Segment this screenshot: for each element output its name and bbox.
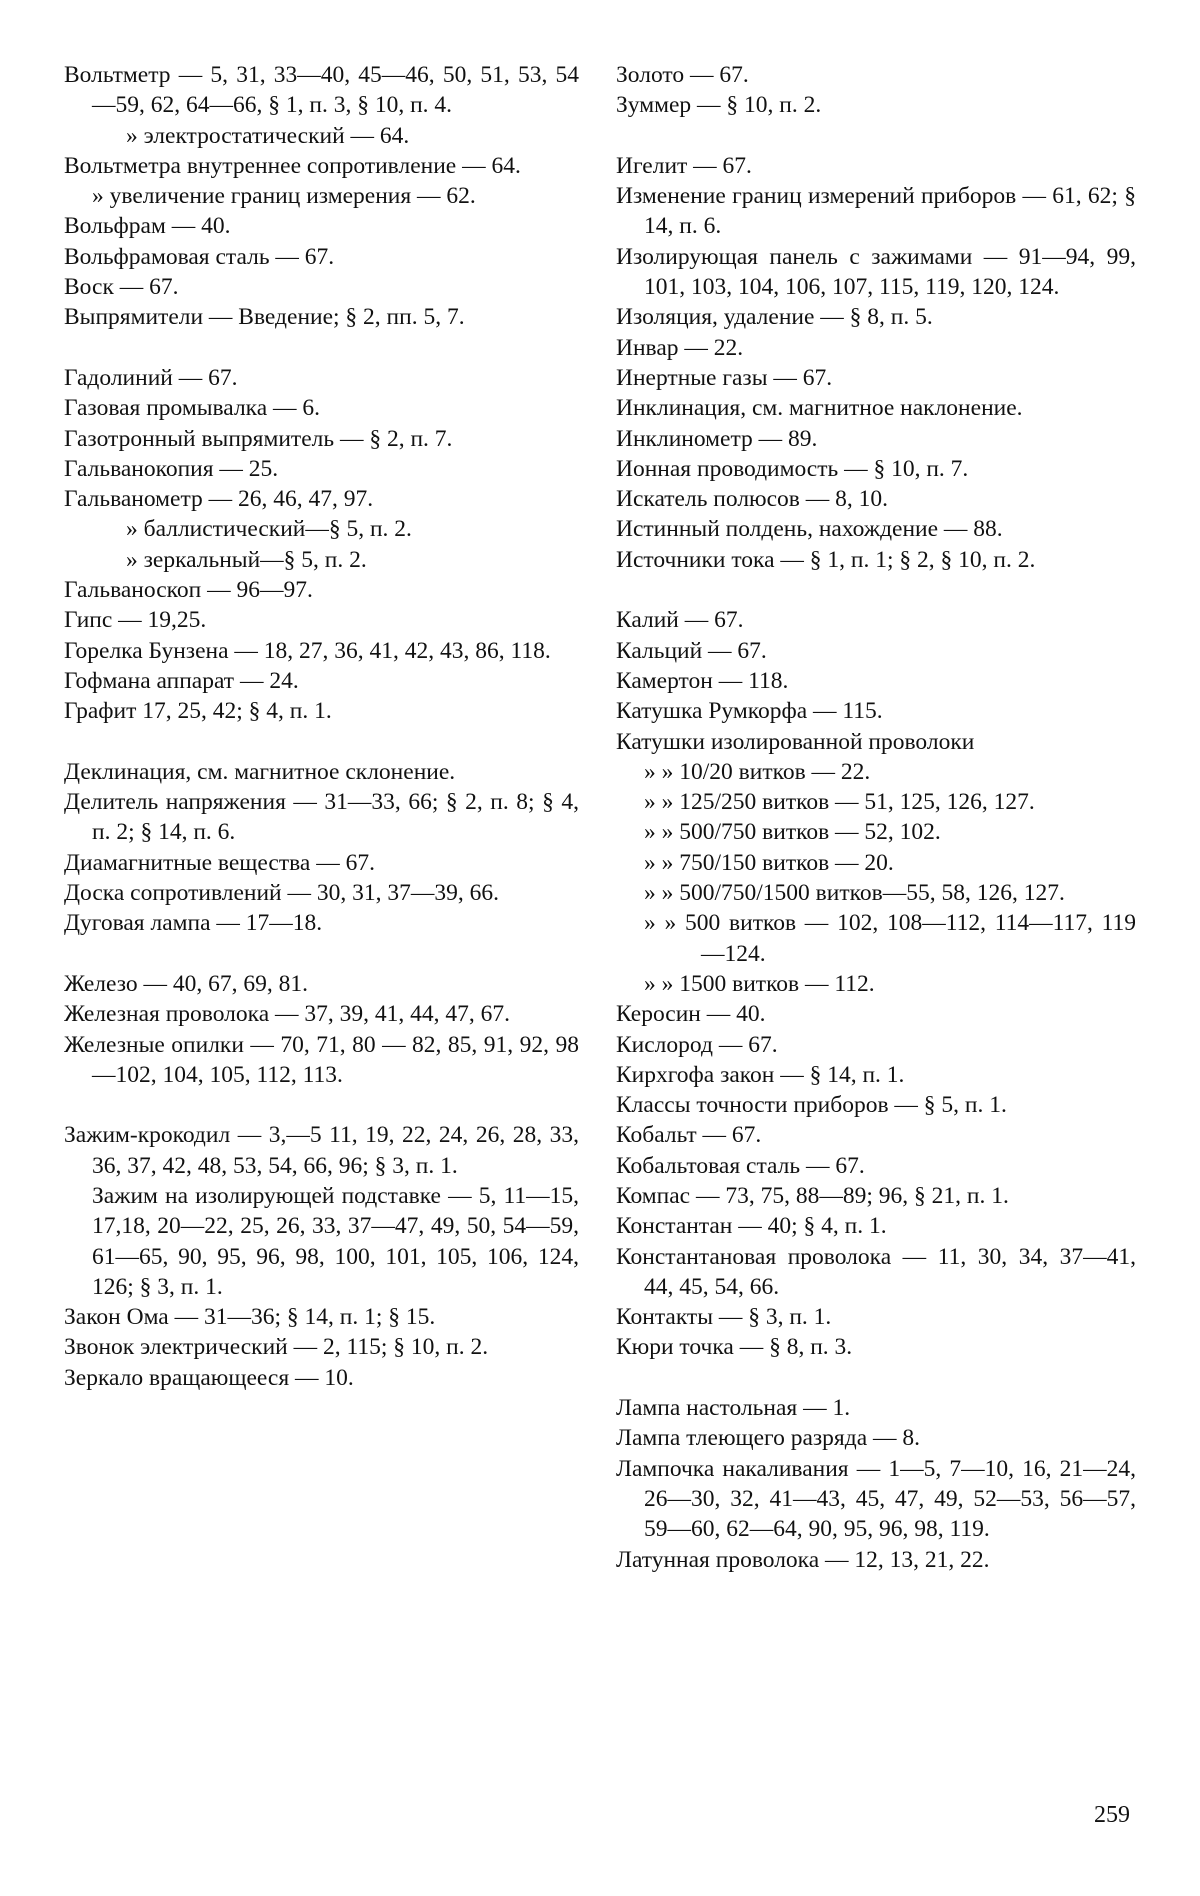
index-entry: » зеркальный—§ 5, п. 2. (126, 546, 367, 573)
index-entry: Гальванокопия — 25. (64, 455, 279, 482)
index-entry: Контакты — § 3, п. 1. (616, 1304, 832, 1331)
index-entry: Изолирующая панель с зажимами — 91—94, 99, 101, 103, 104, 106, 107, 115, 119, 120, 124. (616, 243, 1136, 301)
index-entry: » » 500/750/1500 витков—55, 58, 126, 127. (644, 880, 1065, 907)
index-entry: Железо — 40, 67, 69, 81. (64, 970, 309, 997)
index-entry: Искатель полюсов — 8, 10. (616, 486, 889, 513)
index-entry: Игелит — 67. (616, 152, 752, 179)
index-entry: Закон Ома — 31—36; § 14, п. 1; § 15. (64, 1304, 436, 1331)
index-entry: Гадолиний — 67. (64, 364, 238, 391)
index-entry: Инклинометр — 89. (616, 425, 818, 452)
index-entry: Гальванометр — 26, 46, 47, 97. (64, 486, 374, 513)
index-entry: Катушка Румкорфа — 115. (616, 698, 883, 725)
index-entry: Вольфрам — 40. (64, 213, 231, 240)
index-entry: Звонок электрический — 2, 115; § 10, п. 2. (64, 1334, 489, 1361)
section-gap (616, 1363, 1136, 1393)
index-entry: Катушки изолированной проволоки (616, 728, 975, 755)
index-entry: Дуговая лампа — 17—18. (64, 910, 323, 937)
index-entry: Ионная проводимость — § 10, п. 7. (616, 455, 969, 482)
index-entry: Кобальтовая сталь — 67. (616, 1152, 865, 1179)
index-entry: Изоляция, удаление — § 8, п. 5. (616, 304, 933, 331)
index-entry: Железная проволока — 37, 39, 41, 44, 47, 67. (64, 1001, 511, 1028)
index-entry: Диамагнитные вещества — 67. (64, 849, 375, 876)
index-entry: Кюри точка — § 8, п. 3. (616, 1334, 853, 1361)
index-entry: Железные опилки — 70, 71, 80 — 82, 85, 91, 92, 98—102, 104, 105, 112, 113. (64, 1031, 579, 1088)
index-entry: Компас — 73, 75, 88—89; 96, § 21, п. 1. (616, 1182, 1009, 1209)
index-entry: » » 125/250 витков — 51, 125, 126, 127. (644, 789, 1035, 816)
index-entry: Лампа настольная — 1. (616, 1395, 851, 1422)
index-entry: Зажим-крокодил — 3,—5 11, 19, 22, 24, 26, 28, 33, 36, 37, 42, 48, 53, 54, 66, 96; § 3, п. 1. (64, 1122, 579, 1179)
index-entry: Лампа тлеющего разряда — 8. (616, 1425, 921, 1452)
index-entry: Горелка Бунзена — 18, 27, 36, 41, 42, 43, 86, 118. (64, 637, 551, 664)
index-entry: » » 10/20 витков — 22. (644, 758, 871, 785)
index-entry: Кальций — 67. (616, 637, 767, 664)
index-entry: Инвар — 22. (616, 334, 744, 361)
index-entry: Воск — 67. (64, 274, 179, 301)
page-number: 259 (1094, 1802, 1130, 1828)
index-entry: Константановая проволока — 11, 30, 34, 37—41, 44, 45, 54, 66. (616, 1243, 1136, 1300)
section-gap (64, 727, 579, 757)
index-entry: Доска сопротивлений — 30, 31, 37—39, 66. (64, 880, 500, 907)
index-entry: Кирхгофа закон — § 14, п. 1. (616, 1061, 905, 1088)
index-entry: » электростатический — 64. (126, 122, 410, 149)
index-entry: Вольтметра внутреннее сопротивление — 64. (64, 152, 521, 179)
section-gap (64, 1090, 579, 1120)
index-entry: Истинный полдень, нахождение — 88. (616, 516, 1003, 543)
index-entry: Гальваноскоп — 96—97. (64, 577, 313, 604)
index-entry: Калий — 67. (616, 607, 744, 634)
index-entry: » увеличение границ измерения — 62. (92, 183, 476, 210)
index-entry: Графит 17, 25, 42; § 4, п. 1. (64, 698, 332, 725)
index-entry: Зеркало вращающееся — 10. (64, 1364, 354, 1391)
section-gap (64, 333, 579, 363)
index-entry: » » 1500 витков — 112. (644, 970, 875, 997)
index-entry: » баллистический—§ 5, п. 2. (126, 516, 412, 543)
index-entry: Кобальт — 67. (616, 1122, 762, 1149)
index-entry: Инертные газы — 67. (616, 364, 833, 391)
index-entry: Латунная проволока — 12, 13, 21, 22. (616, 1546, 990, 1573)
section-gap (616, 121, 1136, 151)
index-entry: Классы точности приборов — § 5, п. 1. (616, 1092, 1007, 1119)
index-entry: Изменение границ измерений приборов — 61, 62; § 14, п. 6. (616, 183, 1136, 240)
index-entry: Камертон — 118. (616, 667, 789, 694)
index-entry: Вольтметр — 5, 31, 33—40, 45—46, 50, 51, 53, 54—59, 62, 64—66, § 1, п. 3, § 10, п. 4. (64, 62, 579, 119)
index-entry: Вольфрамовая сталь — 67. (64, 243, 335, 270)
index-entry: Зуммер — § 10, п. 2. (616, 92, 822, 119)
index-column-right (616, 60, 1136, 1575)
index-entry: Источники тока — § 1, п. 1; § 2, § 10, п. 2. (616, 546, 1036, 573)
section-gap (64, 939, 579, 969)
index-entry: Деклинация, см. магнитное склонение. (64, 758, 456, 785)
section-gap (616, 575, 1136, 605)
index-entry: Константан — 40; § 4, п. 1. (616, 1213, 887, 1240)
index-entry: Гофмана аппарат — 24. (64, 667, 299, 694)
index-entry: Гипс — 19,25. (64, 607, 207, 634)
index-entry: Золото — 67. (616, 62, 749, 88)
index-entry: Кислород — 67. (616, 1031, 778, 1058)
index-entry: » » 750/150 витков — 20. (644, 849, 894, 876)
index-entry: Зажим на изолирующей подставке — 5, 11—15, 17,18, 20—22, 25, 26, 33, 37—47, 49, 50, 54—59, 61—65, 90, 95, 96, 98, 100, 101, 105, 106, 124, 126; § 3, п. 1. (92, 1182, 579, 1300)
index-entry: Газотронный выпрямитель — § 2, п. 7. (64, 425, 453, 452)
index-column-left (64, 60, 579, 1393)
index-entry: Лампочка накаливания — 1—5, 7—10, 16, 21—24, 26—30, 32, 41—43, 45, 47, 49, 52—53, 56—57, 59—60, 62—64, 90, 95, 96, 98, 119. (616, 1455, 1136, 1543)
index-entry: » » 500 витков — 102, 108—112, 114—117, 119—124. (644, 910, 1136, 967)
index-entry: Керосин — 40. (616, 1001, 766, 1028)
index-entry: Делитель напряжения — 31—33, 66; § 2, п. 8; § 4, п. 2; § 14, п. 6. (64, 789, 579, 846)
index-entry: Инклинация, см. магнитное наклонение. (616, 395, 1023, 422)
index-entry: Газовая промывалка — 6. (64, 395, 321, 422)
index-entry: » » 500/750 витков — 52, 102. (644, 819, 941, 846)
index-entry: Выпрямители — Введение; § 2, пп. 5, 7. (64, 304, 465, 331)
